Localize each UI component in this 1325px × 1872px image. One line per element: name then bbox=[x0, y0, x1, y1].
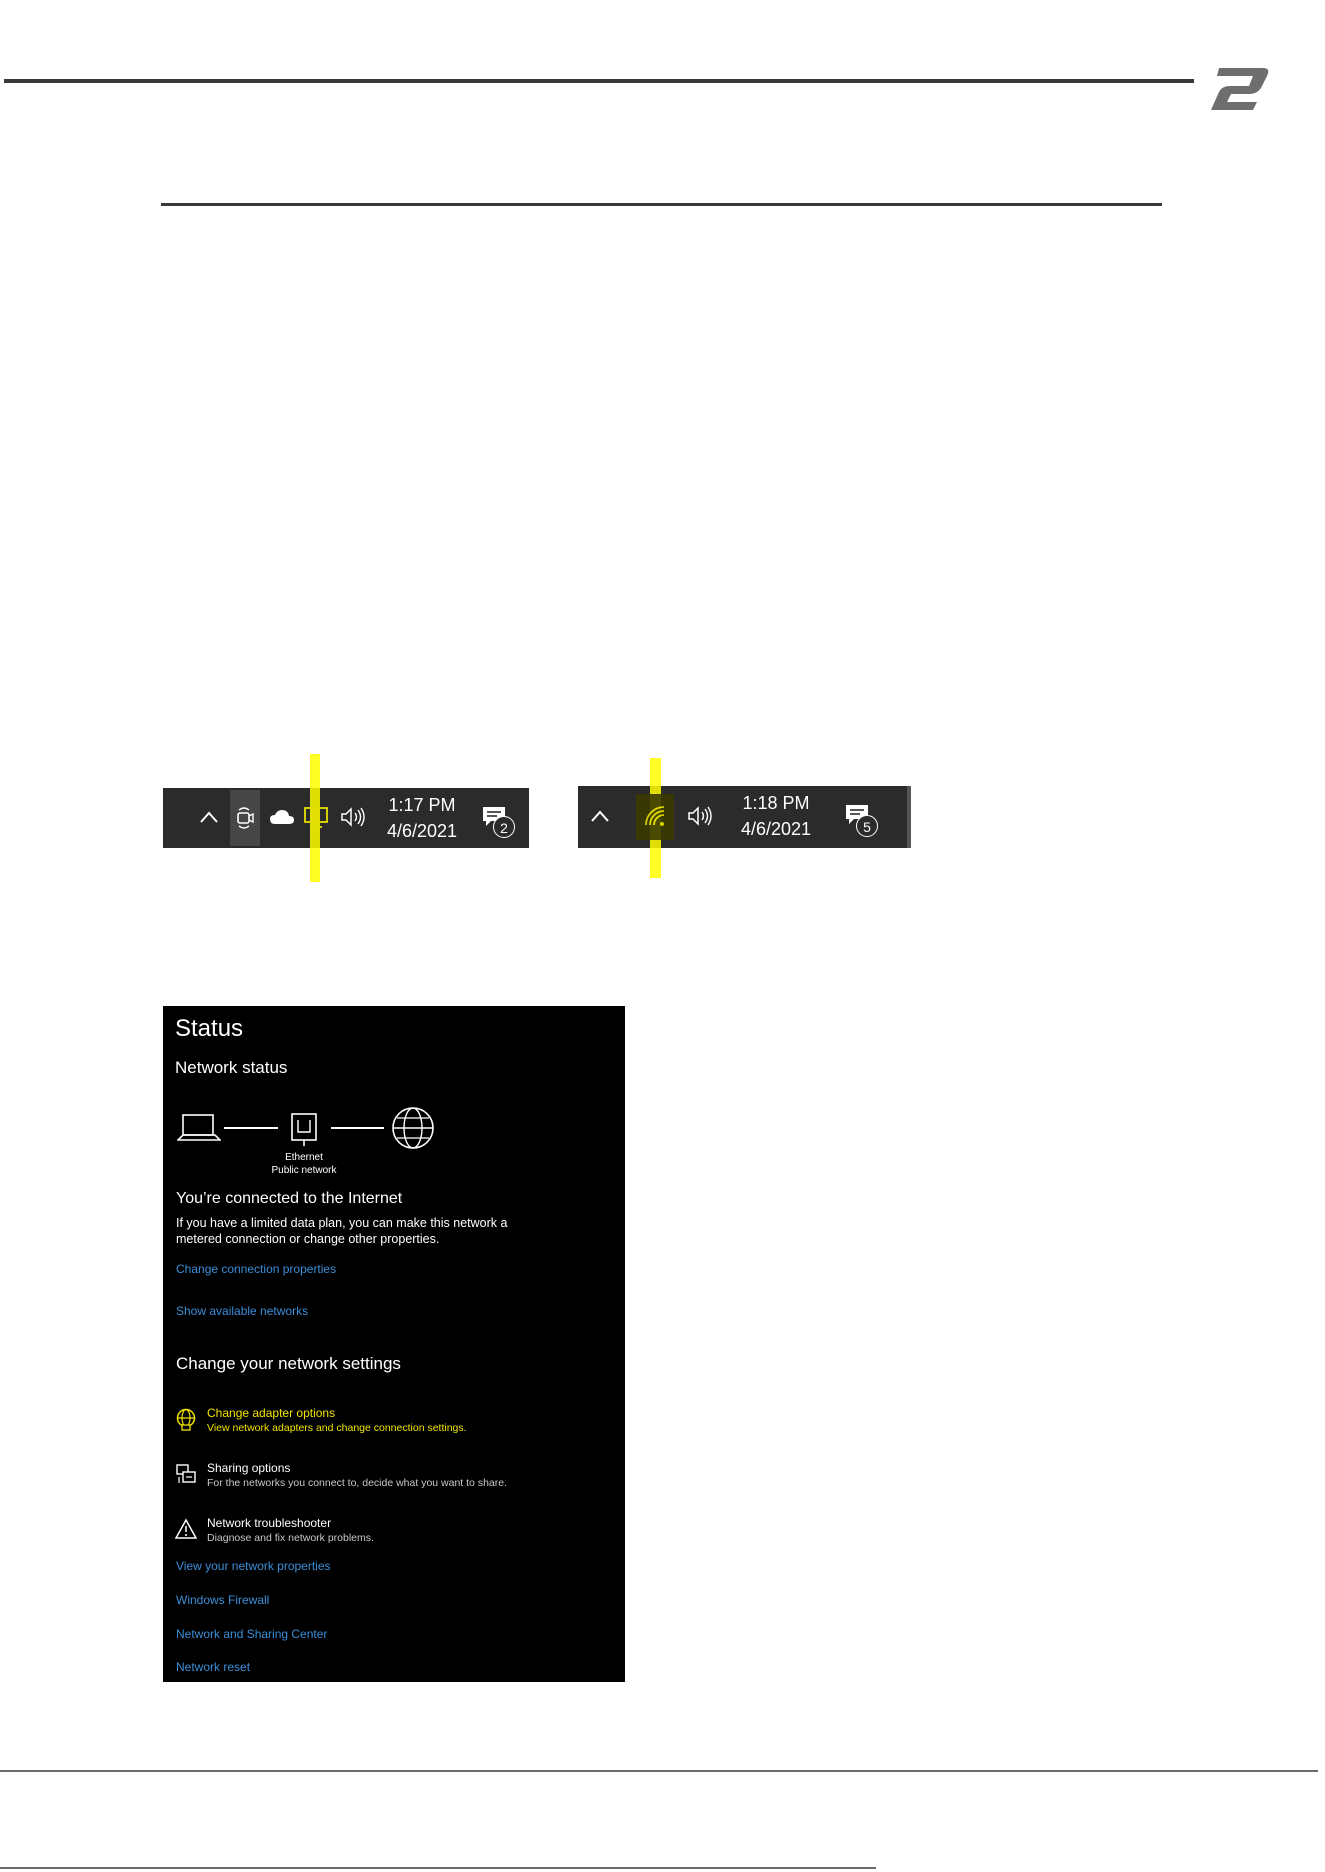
connection-line bbox=[224, 1127, 278, 1129]
network-status-heading: Network status bbox=[175, 1058, 288, 1077]
wifi-icon bbox=[643, 804, 669, 828]
network-reset-link[interactable]: Network reset bbox=[176, 1660, 251, 1674]
internet-globe-icon bbox=[391, 1106, 435, 1150]
taskbar-wifi bbox=[578, 786, 911, 848]
clock-date: 4/6/2021 bbox=[386, 821, 458, 841]
connected-description bbox=[176, 1215, 507, 1247]
show-available-networks-link[interactable]: Show available networks bbox=[176, 1304, 309, 1318]
adapter-globe-icon bbox=[175, 1408, 197, 1432]
taskbar-clock[interactable] bbox=[731, 790, 821, 842]
option-title: Change adapter options bbox=[207, 1406, 336, 1420]
wifi-tray-slot[interactable] bbox=[636, 794, 674, 840]
warning-triangle-icon bbox=[175, 1518, 197, 1540]
speaker-volume-icon[interactable] bbox=[686, 805, 714, 827]
notification-count-badge: 5 bbox=[856, 815, 878, 837]
clock-time: 1:18 PM bbox=[742, 793, 810, 813]
onedrive-cloud-icon[interactable] bbox=[269, 808, 295, 826]
network-sharing-center-link[interactable]: Network and Sharing Center bbox=[176, 1627, 328, 1641]
meet-now-icon bbox=[235, 806, 255, 830]
ethernet-port-icon bbox=[290, 1112, 318, 1148]
windows-firewall-link[interactable]: Windows Firewall bbox=[176, 1593, 270, 1607]
clock-date: 4/6/2021 bbox=[740, 819, 812, 839]
network-troubleshooter-item[interactable] bbox=[175, 1516, 615, 1552]
connection-label bbox=[253, 1151, 355, 1177]
chevron-up-icon[interactable] bbox=[199, 810, 219, 824]
taskbar-clock[interactable] bbox=[377, 792, 467, 844]
footer-bottom-rule bbox=[0, 1867, 876, 1869]
notification-count-badge: 2 bbox=[493, 816, 515, 838]
sharing-options-item[interactable] bbox=[175, 1461, 615, 1497]
change-settings-heading: Change your network settings bbox=[176, 1354, 401, 1373]
footer-rule bbox=[0, 1770, 1318, 1772]
option-description: Diagnose and fix network problems. bbox=[207, 1532, 374, 1544]
network-profile: Public network bbox=[271, 1165, 337, 1176]
change-adapter-options-item[interactable] bbox=[175, 1406, 615, 1442]
change-connection-properties-link[interactable]: Change connection properties bbox=[176, 1262, 337, 1276]
option-title: Sharing options bbox=[207, 1461, 291, 1475]
view-network-properties-link[interactable]: View your network properties bbox=[176, 1559, 331, 1573]
ethernet-network-icon[interactable] bbox=[303, 806, 331, 830]
connected-description-line: If you have a limited data plan, you can make this network a bbox=[176, 1216, 508, 1230]
taskbar-ethernet bbox=[163, 788, 529, 848]
sharing-icon bbox=[175, 1463, 197, 1487]
option-title: Network troubleshooter bbox=[207, 1516, 332, 1530]
connected-heading: You’re connected to the Internet bbox=[176, 1190, 403, 1207]
connected-description-line: metered connection or change other properties. bbox=[176, 1232, 440, 1246]
speaker-volume-icon[interactable] bbox=[339, 806, 367, 828]
laptop-icon bbox=[177, 1112, 221, 1144]
bzb-logo-icon bbox=[1205, 62, 1273, 114]
connection-type: Ethernet bbox=[285, 1152, 323, 1163]
header-rule bbox=[4, 79, 1194, 83]
taskbar-edge-divider bbox=[907, 786, 911, 848]
section-rule bbox=[161, 203, 1162, 206]
option-description: For the networks you connect to, decide what you want to share. bbox=[207, 1477, 507, 1489]
connection-line bbox=[331, 1127, 384, 1129]
clock-time: 1:17 PM bbox=[388, 795, 456, 815]
meet-now-tray-slot[interactable] bbox=[230, 790, 260, 846]
page-title: Status bbox=[175, 1015, 244, 1042]
chevron-up-icon[interactable] bbox=[590, 809, 610, 823]
network-status-panel bbox=[163, 1006, 625, 1682]
option-description: View network adapters and change connection settings. bbox=[207, 1422, 467, 1434]
